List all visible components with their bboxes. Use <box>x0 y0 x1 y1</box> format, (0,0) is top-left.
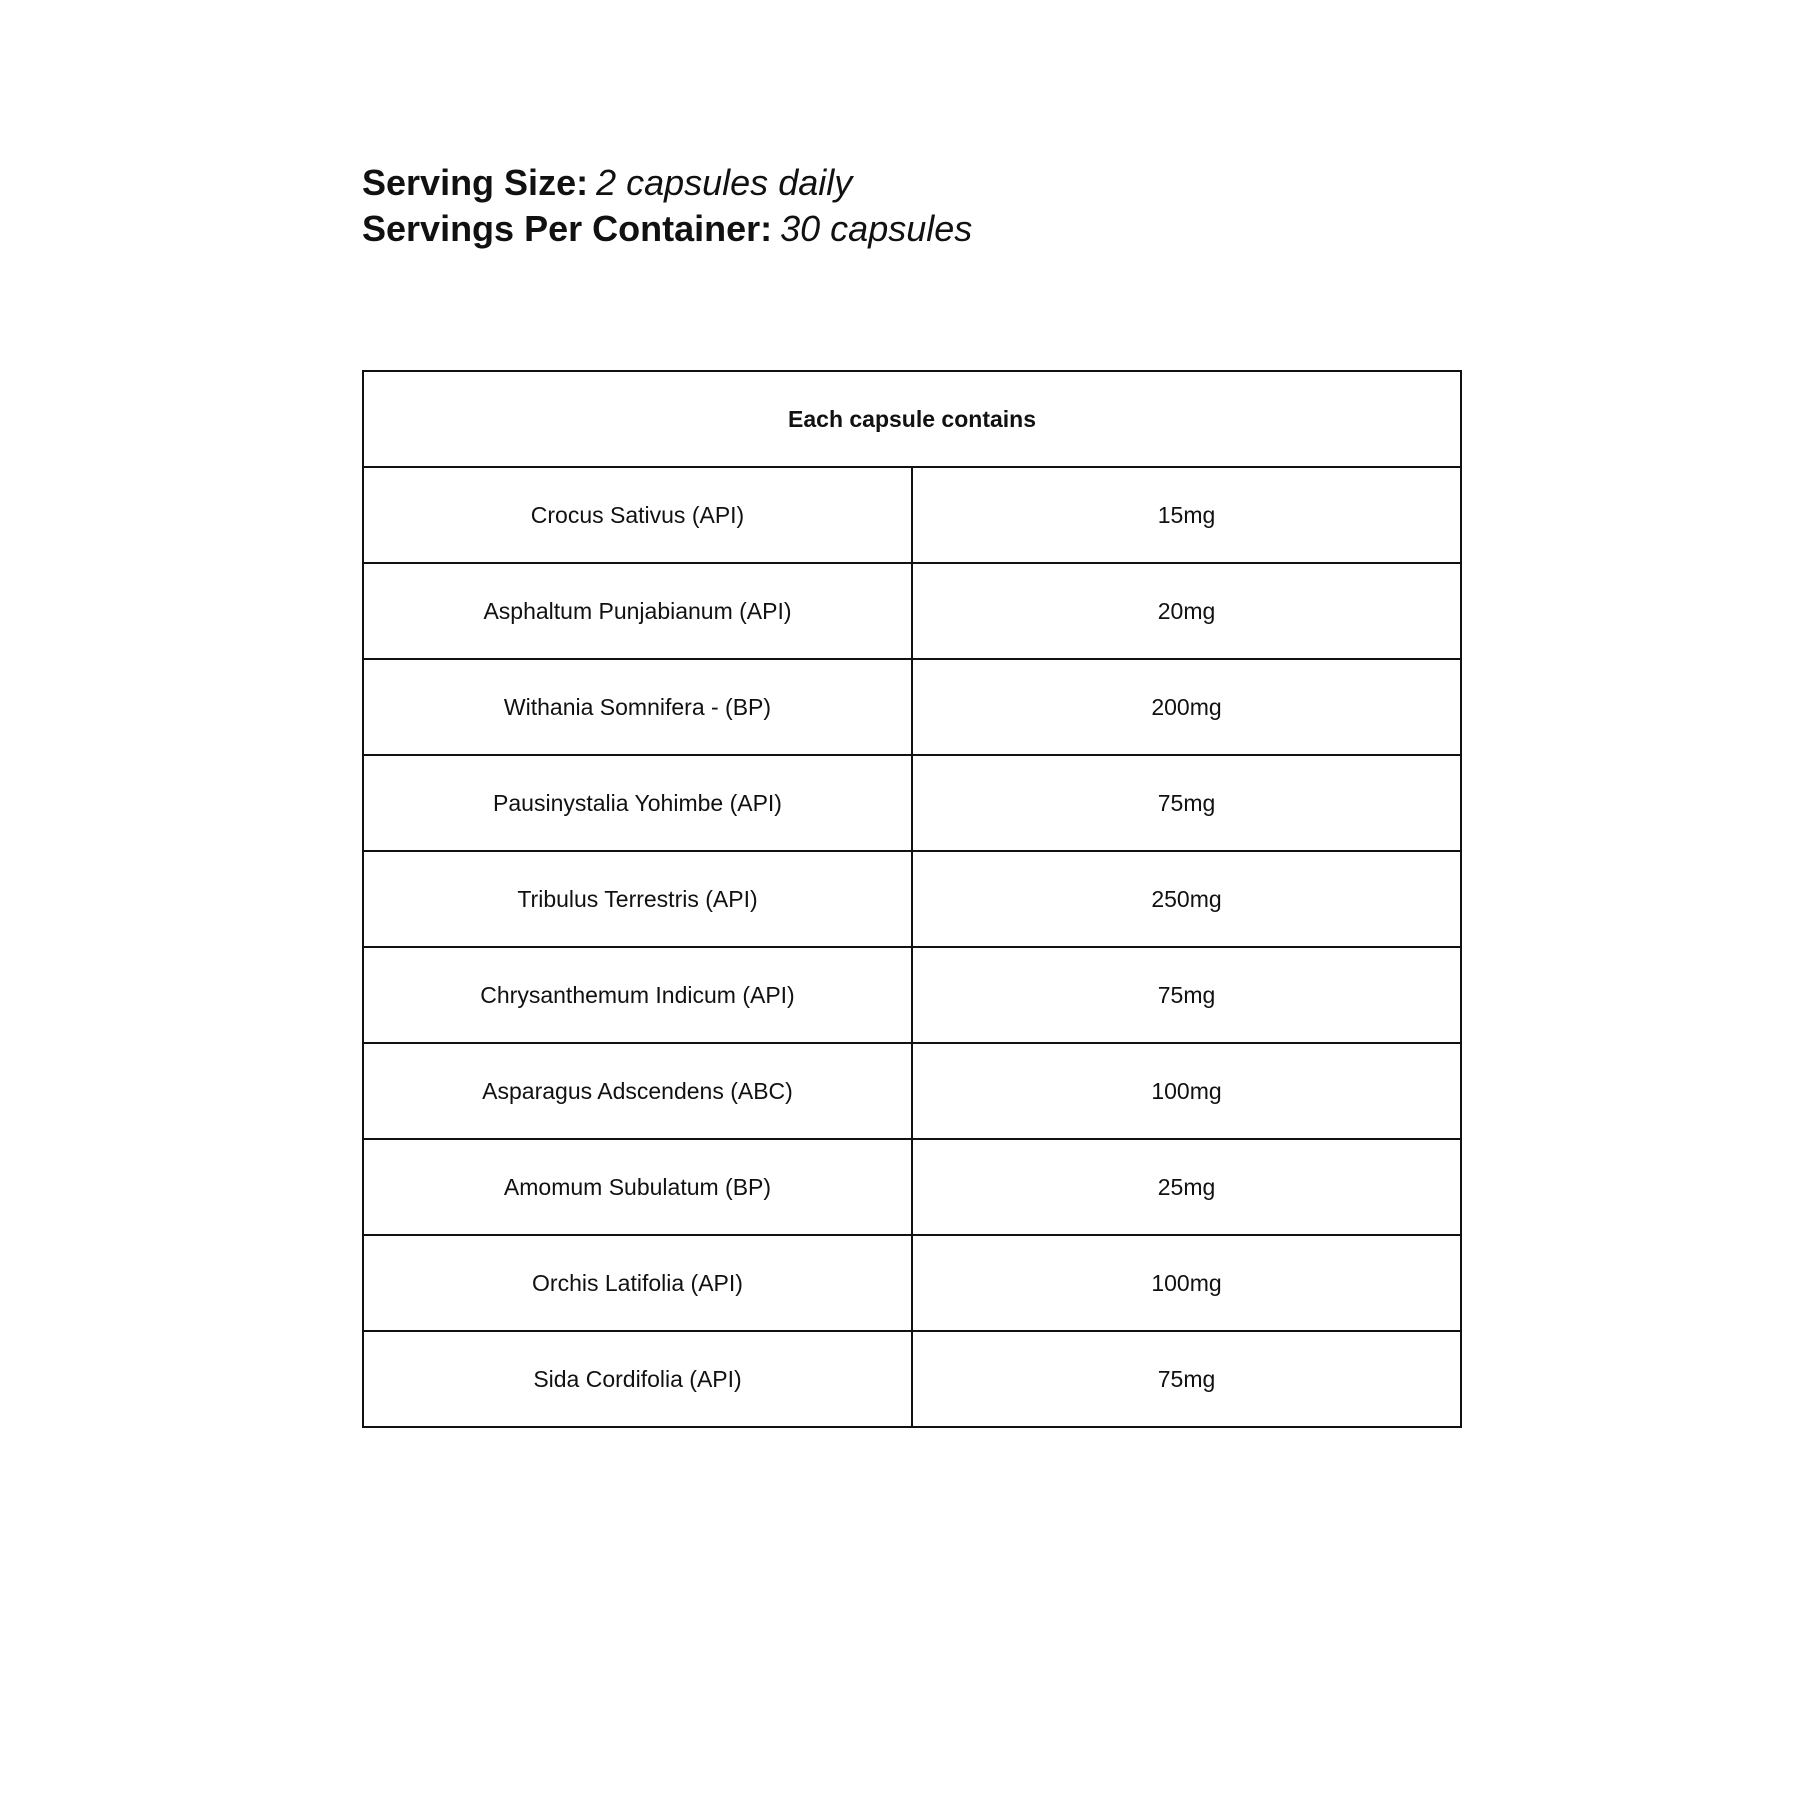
table-row <box>363 659 1461 755</box>
ingredient-name: Asparagus Adscendens (ABC) <box>363 1043 912 1139</box>
serving-size-label: Serving Size: <box>362 162 589 203</box>
table-row <box>363 1235 1461 1331</box>
ingredient-name: Chrysanthemum Indicum (API) <box>363 947 912 1043</box>
serving-size-value: 2 capsules daily <box>596 162 853 203</box>
table-row <box>363 467 1461 563</box>
ingredient-amount: 200mg <box>912 659 1461 755</box>
ingredient-amount: 250mg <box>912 851 1461 947</box>
ingredient-amount: 100mg <box>912 1235 1461 1331</box>
ingredients-table-wrapper <box>362 370 1460 1428</box>
ingredient-name: Tribulus Terrestris (API) <box>363 851 912 947</box>
ingredient-amount: 100mg <box>912 1043 1461 1139</box>
ingredient-name: Withania Somnifera - (BP) <box>363 659 912 755</box>
ingredient-amount: 75mg <box>912 947 1461 1043</box>
table-row <box>363 755 1461 851</box>
ingredient-name: Orchis Latifolia (API) <box>363 1235 912 1331</box>
ingredients-table <box>362 370 1462 1428</box>
table-row <box>363 1331 1461 1427</box>
servings-per-container-label: Servings Per Container: <box>362 208 773 249</box>
table-row <box>363 851 1461 947</box>
serving-info <box>362 160 972 252</box>
ingredient-name: Pausinystalia Yohimbe (API) <box>363 755 912 851</box>
serving-size-line <box>362 160 972 206</box>
table-header: Each capsule contains <box>363 371 1461 467</box>
ingredient-amount: 25mg <box>912 1139 1461 1235</box>
ingredient-amount: 75mg <box>912 755 1461 851</box>
table-row <box>363 1043 1461 1139</box>
ingredient-amount: 20mg <box>912 563 1461 659</box>
ingredient-amount: 75mg <box>912 1331 1461 1427</box>
ingredient-name: Amomum Subulatum (BP) <box>363 1139 912 1235</box>
ingredient-name: Sida Cordifolia (API) <box>363 1331 912 1427</box>
servings-per-container-value: 30 capsules <box>780 208 973 249</box>
table-row <box>363 1139 1461 1235</box>
ingredient-amount: 15mg <box>912 467 1461 563</box>
table-header-row <box>363 371 1461 467</box>
ingredient-name: Asphaltum Punjabianum (API) <box>363 563 912 659</box>
servings-per-container-line <box>362 206 972 252</box>
ingredient-name: Crocus Sativus (API) <box>363 467 912 563</box>
table-row <box>363 947 1461 1043</box>
table-row <box>363 563 1461 659</box>
